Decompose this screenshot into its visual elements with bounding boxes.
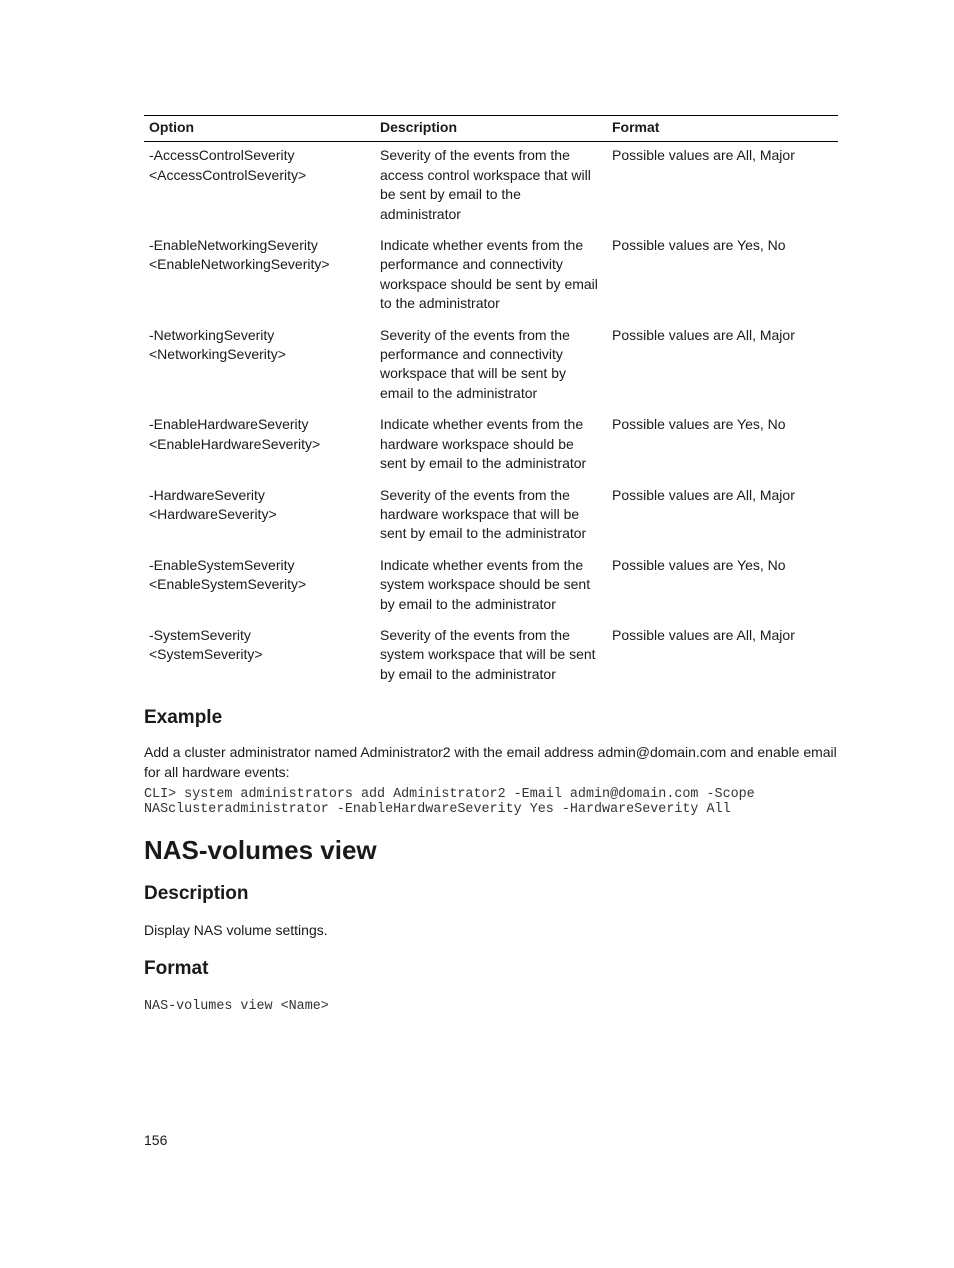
format-cell: Possible values are All, Major	[612, 326, 795, 343]
column-header-option: Option	[144, 116, 375, 142]
column-header-format: Format	[607, 116, 838, 142]
column-header-description: Description	[375, 116, 607, 142]
description-cell: Indicate whether events from the hardware workspace should be sent by email to the administrator	[380, 416, 587, 472]
page-content	[144, 115, 838, 1015]
options-table	[144, 115, 838, 693]
option-placeholder: <EnableNetworkingSeverity>	[149, 256, 330, 273]
table-row	[144, 623, 838, 693]
option-placeholder: <HardwareSeverity>	[149, 505, 277, 522]
description-cell: Severity of the events from the access control workspace that will be sent by email to the administrator	[380, 147, 591, 222]
example-text: Add a cluster administrator named Administrator2 with the email address admin@domain.com and enable email for all hardware events:	[144, 744, 837, 780]
format-cell: Possible values are All, Major	[612, 147, 795, 164]
option-name: -EnableSystemSeverity	[149, 556, 295, 573]
example-code: CLI> system administrators add Administrator2 -Email admin@domain.com -Scope NASclusteradministrator -EnableHardwareSeverity Yes -HardwareSeverity All	[144, 786, 755, 818]
option-placeholder: <EnableHardwareSeverity>	[149, 435, 321, 452]
option-placeholder: <NetworkingSeverity>	[149, 346, 286, 363]
option-name: -SystemSeverity	[149, 626, 251, 643]
section-title: NAS-volumes view	[144, 834, 377, 865]
option-cell	[144, 233, 375, 323]
option-name: -NetworkingSeverity	[149, 326, 275, 343]
description-cell: Severity of the events from the performance and connectivity workspace that will be sent by email to the administrator	[380, 326, 570, 401]
description-text: Display NAS volume settings.	[144, 921, 328, 938]
option-name: -EnableHardwareSeverity	[149, 416, 309, 433]
table-row	[144, 323, 838, 413]
table-row	[144, 142, 838, 233]
format-cell: Possible values are All, Major	[612, 486, 795, 503]
format-cell: Possible values are All, Major	[612, 626, 795, 643]
option-cell	[144, 483, 375, 553]
table-row	[144, 483, 838, 553]
description-heading: Description	[144, 882, 249, 904]
table-row	[144, 553, 838, 623]
table-header-row	[144, 116, 838, 142]
description-cell: Indicate whether events from the system workspace should be sent by email to the administrator	[380, 556, 591, 612]
page-number: 156	[144, 1132, 168, 1148]
format-code: NAS-volumes view <Name>	[144, 999, 329, 1015]
option-cell	[144, 553, 375, 623]
option-placeholder: <AccessControlSeverity>	[149, 166, 307, 183]
option-cell	[144, 142, 375, 233]
format-heading: Format	[144, 958, 209, 980]
format-cell: Possible values are Yes, No	[612, 556, 786, 573]
option-cell	[144, 412, 375, 482]
description-cell: Severity of the events from the system workspace that will be sent by email to the administrator	[380, 626, 596, 682]
table-row	[144, 412, 838, 482]
option-name: -HardwareSeverity	[149, 486, 265, 503]
format-cell: Possible values are Yes, No	[612, 416, 786, 433]
table-row	[144, 233, 838, 323]
example-heading: Example	[144, 707, 223, 729]
option-name: -EnableNetworkingSeverity	[149, 237, 318, 254]
description-cell: Indicate whether events from the performance and connectivity workspace should be sent by email to the administrator	[380, 237, 598, 312]
option-placeholder: <EnableSystemSeverity>	[149, 576, 307, 593]
option-placeholder: <SystemSeverity>	[149, 646, 263, 663]
option-cell	[144, 323, 375, 413]
option-name: -AccessControlSeverity	[149, 147, 295, 164]
option-cell	[144, 623, 375, 693]
format-cell: Possible values are Yes, No	[612, 237, 786, 254]
description-cell: Severity of the events from the hardware workspace that will be sent by email to the administrator	[380, 486, 587, 542]
